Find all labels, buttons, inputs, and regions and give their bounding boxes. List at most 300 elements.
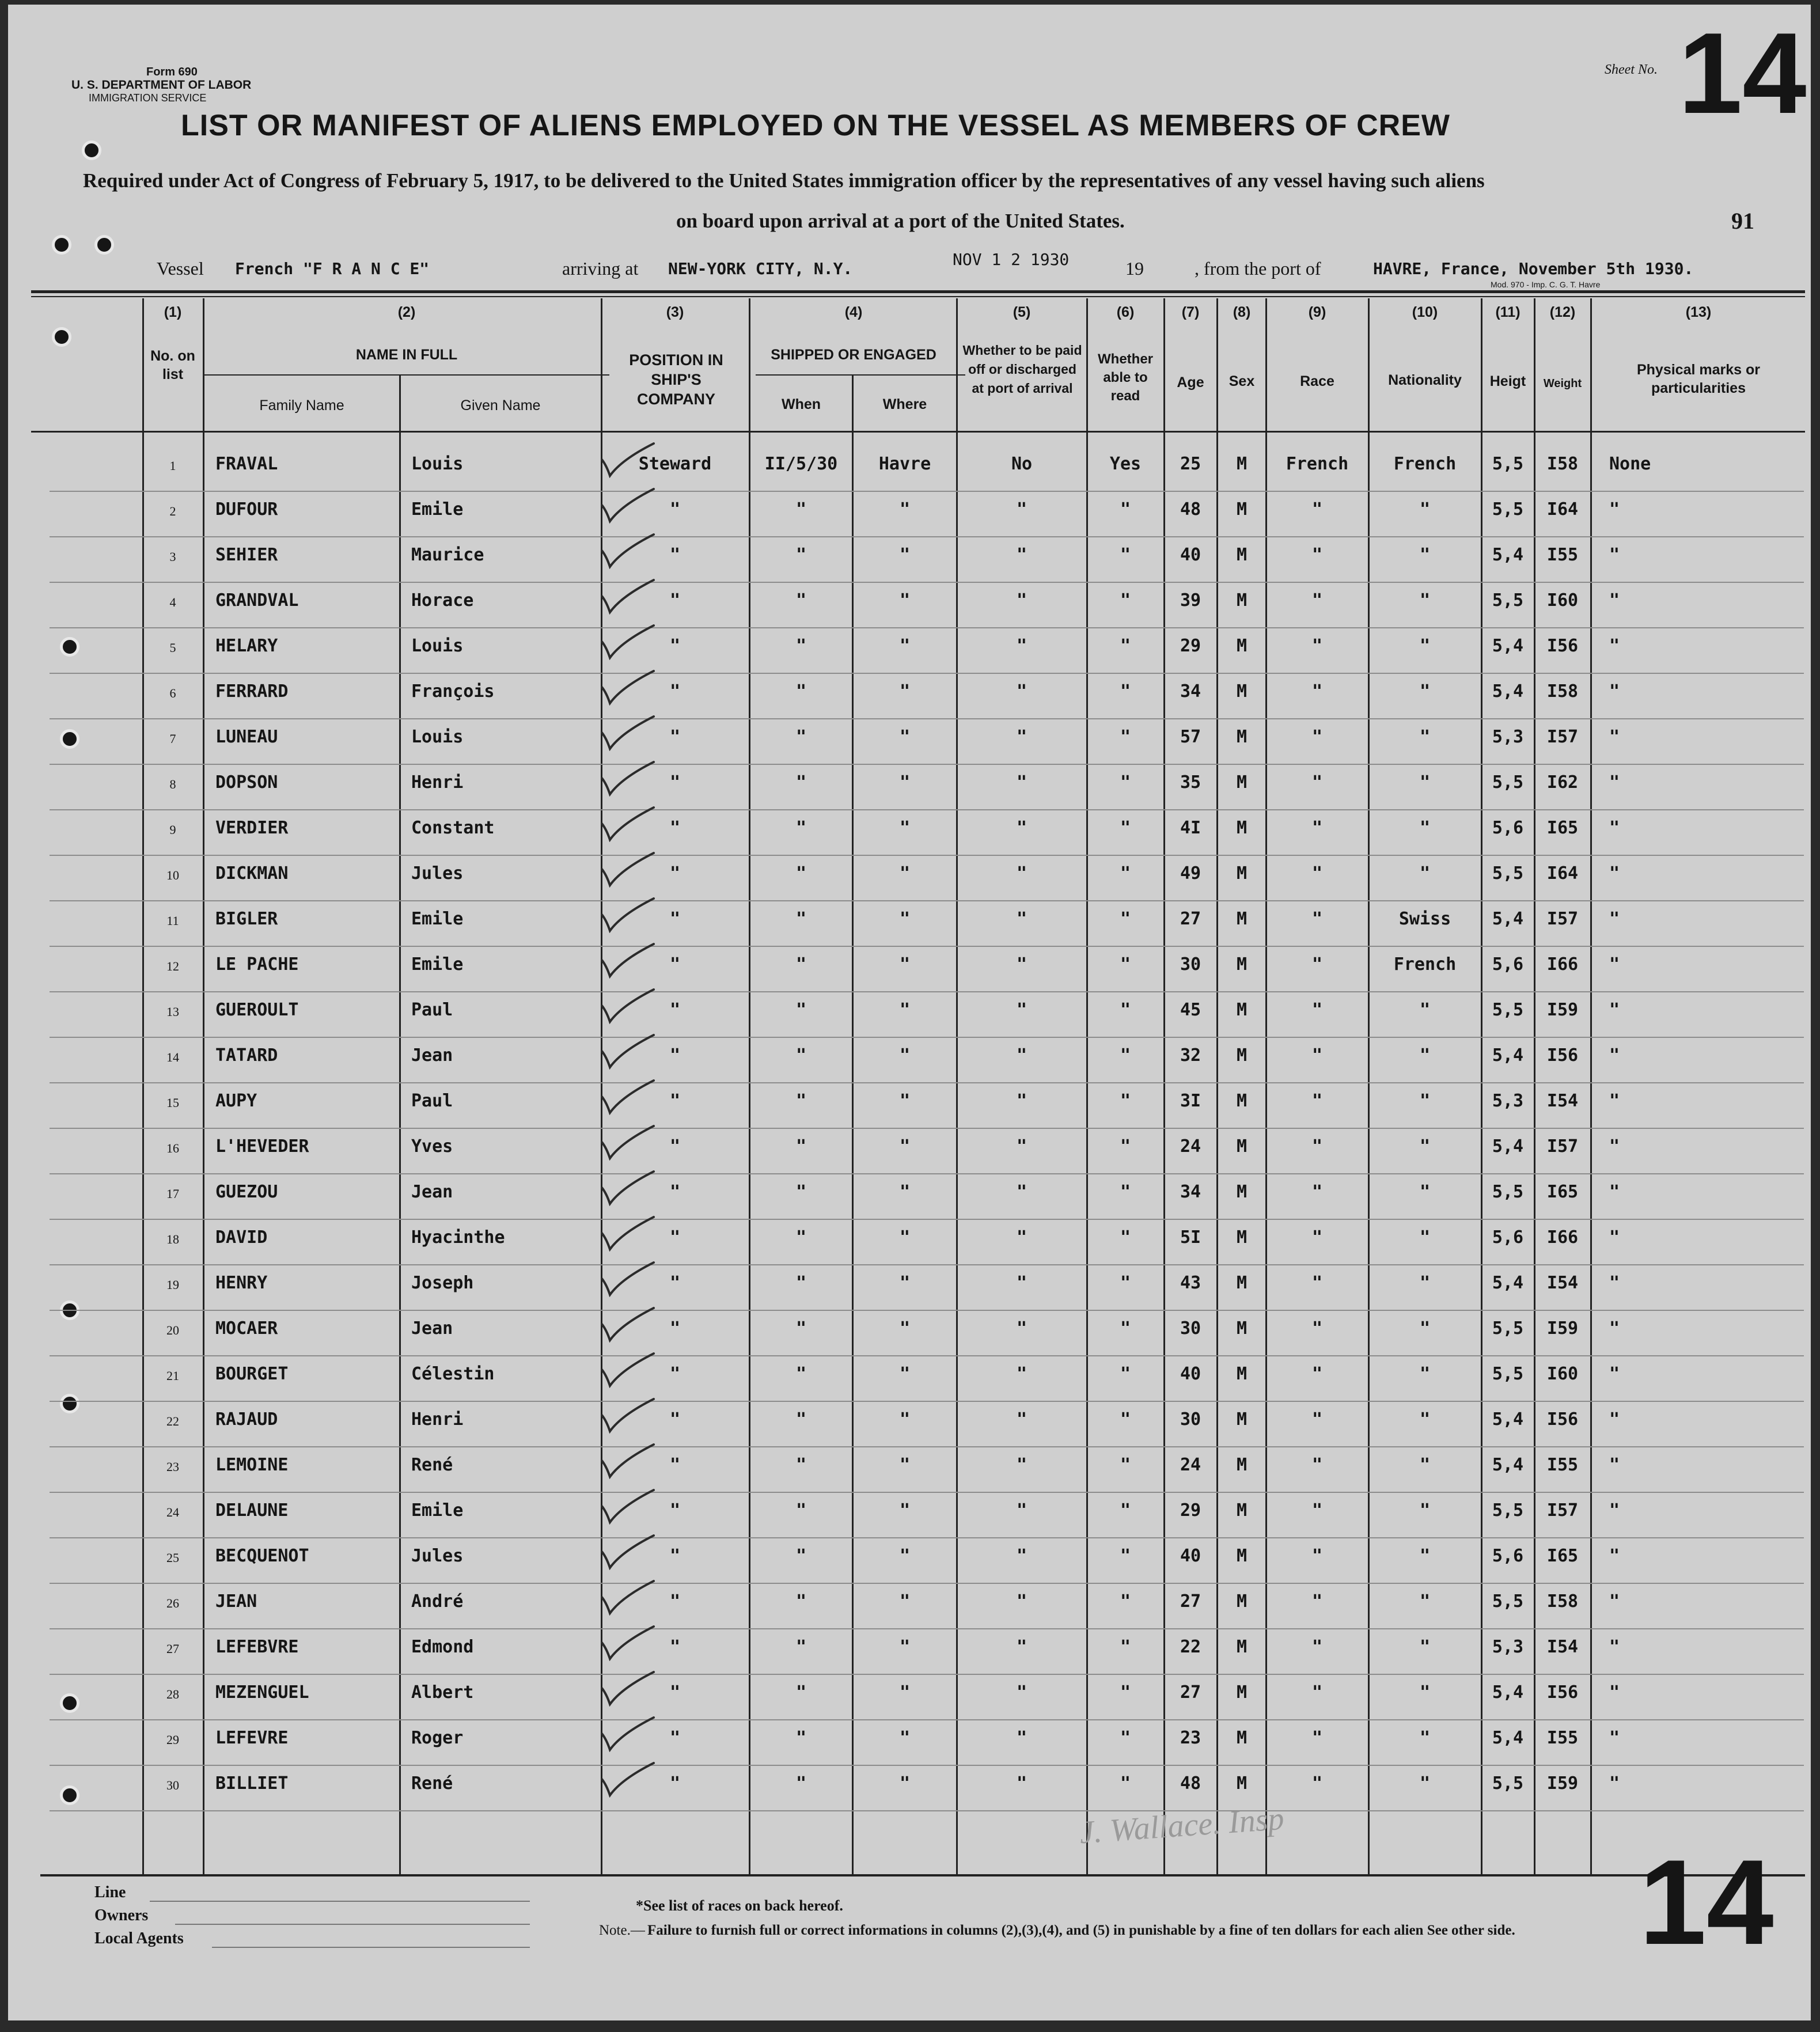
shipped-where-cell: " bbox=[899, 1409, 911, 1430]
row-rule bbox=[50, 1674, 1804, 1675]
race-cell: " bbox=[1311, 1318, 1323, 1339]
check-mark-icon bbox=[598, 1261, 656, 1297]
row-rule bbox=[50, 1310, 1804, 1311]
weight-cell: I65 bbox=[1546, 1182, 1579, 1202]
position-cell: " bbox=[669, 772, 681, 793]
col4-header: SHIPPED OR ENGAGED bbox=[771, 347, 936, 363]
shipped-where-cell: " bbox=[899, 1364, 911, 1384]
family-name-cell: HELARY bbox=[215, 636, 278, 656]
footer-agents-blank bbox=[212, 1947, 530, 1948]
shipped-where-cell: " bbox=[899, 499, 911, 520]
nationality-cell: " bbox=[1419, 1773, 1431, 1794]
col10-number: (10) bbox=[1412, 304, 1438, 320]
given-name-cell: Constant bbox=[411, 818, 495, 838]
physical-marks-cell: " bbox=[1609, 1045, 1620, 1066]
shipped-when-cell: " bbox=[795, 1364, 807, 1384]
family-name-cell: LEMOINE bbox=[215, 1455, 289, 1475]
nationality-cell: " bbox=[1419, 499, 1431, 520]
family-name-cell: GUEZOU bbox=[215, 1182, 278, 1202]
given-name-cell: Emile bbox=[411, 909, 464, 929]
shipped-where-cell: " bbox=[899, 1182, 911, 1202]
position-cell: " bbox=[669, 681, 681, 702]
check-mark-icon bbox=[598, 761, 656, 797]
race-cell: " bbox=[1311, 1682, 1323, 1703]
weight-cell: I57 bbox=[1546, 1136, 1579, 1157]
check-mark-icon bbox=[598, 806, 656, 842]
nationality-cell: " bbox=[1419, 1409, 1431, 1430]
shipped-when-cell: " bbox=[795, 1091, 807, 1111]
family-name-cell: TATARD bbox=[215, 1045, 278, 1066]
physical-marks-cell: " bbox=[1609, 1273, 1620, 1293]
height-cell: 5,5 bbox=[1492, 499, 1524, 520]
punch-hole bbox=[60, 1693, 79, 1713]
age-cell: 25 bbox=[1180, 454, 1201, 474]
given-name-cell: Paul bbox=[411, 1000, 453, 1020]
row-number-cell: 1 bbox=[169, 458, 176, 473]
shipped-where-cell: " bbox=[899, 1136, 911, 1157]
col2-header: NAME IN FULL bbox=[355, 347, 458, 363]
weight-cell: I64 bbox=[1546, 863, 1579, 884]
family-name-cell: L'HEVEDER bbox=[215, 1136, 309, 1157]
weight-cell: I60 bbox=[1546, 1364, 1579, 1384]
row-number-cell: 30 bbox=[166, 1778, 179, 1792]
shipped-where-cell: " bbox=[899, 1091, 911, 1111]
physical-marks-cell: " bbox=[1609, 1136, 1620, 1157]
from-label: , from the port of bbox=[1195, 258, 1321, 279]
check-mark-icon bbox=[598, 1489, 656, 1525]
stamp-date: NOV 1 2 1930 bbox=[953, 250, 1070, 269]
shipped-where-cell: " bbox=[899, 1773, 911, 1794]
height-cell: 5,6 bbox=[1492, 818, 1524, 838]
row-number-cell: 9 bbox=[169, 822, 176, 837]
race-cell: " bbox=[1311, 1000, 1323, 1020]
table-top-rule-2 bbox=[31, 296, 1805, 297]
sex-cell: M bbox=[1236, 1637, 1248, 1657]
sheet-label: Sheet No. bbox=[1605, 62, 1658, 77]
punch-hole bbox=[60, 729, 79, 749]
shipped-when-cell: " bbox=[795, 1273, 807, 1293]
check-mark-icon bbox=[598, 943, 656, 979]
weight-cell: I56 bbox=[1546, 1682, 1579, 1703]
height-cell: 5,4 bbox=[1492, 1136, 1524, 1157]
family-name-cell: LEFEBVRE bbox=[215, 1637, 299, 1657]
nationality-cell: " bbox=[1419, 1455, 1431, 1475]
row-number-cell: 22 bbox=[166, 1414, 179, 1428]
age-cell: 48 bbox=[1180, 1773, 1201, 1794]
height-cell: 5,3 bbox=[1492, 1637, 1524, 1657]
physical-marks-cell: " bbox=[1609, 1591, 1620, 1612]
col6-number: (6) bbox=[1116, 304, 1135, 320]
position-cell: " bbox=[669, 1500, 681, 1521]
col8-header: Sex bbox=[1228, 373, 1255, 389]
check-mark-icon bbox=[598, 1716, 656, 1752]
weight-cell: I54 bbox=[1546, 1091, 1579, 1111]
height-cell: 5,5 bbox=[1492, 1591, 1524, 1612]
given-name-cell: André bbox=[411, 1591, 464, 1612]
age-cell: 34 bbox=[1180, 1182, 1201, 1202]
family-name-cell: BOURGET bbox=[215, 1364, 289, 1384]
shipped-when-cell: " bbox=[795, 545, 807, 565]
shipped-when-cell: II/5/30 bbox=[764, 454, 838, 474]
punch-hole bbox=[52, 235, 71, 255]
sex-cell: M bbox=[1236, 1045, 1248, 1066]
fine-note: Failure to furnish full or correct informations in columns (2),(3),(4), and (5) in punishable by a fine of ten dollars for each alien See other side. bbox=[647, 1923, 1515, 1938]
race-cell: " bbox=[1311, 772, 1323, 793]
given-name-cell: Louis bbox=[411, 636, 464, 656]
physical-marks-cell: " bbox=[1609, 863, 1620, 884]
age-cell: 30 bbox=[1180, 1409, 1201, 1430]
row-number-cell: 5 bbox=[169, 640, 176, 655]
col-line bbox=[203, 298, 204, 1874]
col2-number: (2) bbox=[397, 304, 416, 320]
col9-number: (9) bbox=[1308, 304, 1326, 320]
row-rule bbox=[50, 991, 1804, 992]
given-name-cell: Roger bbox=[411, 1728, 464, 1748]
paid-off-cell: " bbox=[1016, 1728, 1027, 1748]
weight-cell: I55 bbox=[1546, 1455, 1579, 1475]
position-cell: " bbox=[669, 499, 681, 520]
height-cell: 5,4 bbox=[1492, 1682, 1524, 1703]
physical-marks-cell: " bbox=[1609, 681, 1620, 702]
able-to-read-cell: " bbox=[1120, 1591, 1131, 1612]
paid-off-cell: " bbox=[1016, 1500, 1027, 1521]
sex-cell: M bbox=[1236, 1000, 1248, 1020]
paid-off-cell: No bbox=[1011, 454, 1033, 474]
shipped-where-cell: " bbox=[899, 818, 911, 838]
age-cell: 34 bbox=[1180, 681, 1201, 702]
sex-cell: M bbox=[1236, 1500, 1248, 1521]
able-to-read-cell: " bbox=[1120, 818, 1131, 838]
able-to-read-cell: " bbox=[1120, 1091, 1131, 1111]
row-number-cell: 15 bbox=[166, 1095, 179, 1110]
shipped-where-cell: " bbox=[899, 636, 911, 656]
race-cell: " bbox=[1311, 499, 1323, 520]
check-mark-icon bbox=[598, 1671, 656, 1707]
given-name-cell: Jean bbox=[411, 1318, 453, 1339]
check-mark-icon bbox=[598, 988, 656, 1024]
able-to-read-cell: " bbox=[1120, 499, 1131, 520]
weight-cell: I59 bbox=[1546, 1773, 1579, 1794]
col5-header: Whether to be paid off or discharged at port of arrival bbox=[962, 343, 1082, 396]
check-mark-icon bbox=[598, 579, 656, 615]
weight-cell: I57 bbox=[1546, 909, 1579, 929]
shipped-when-cell: " bbox=[795, 909, 807, 929]
shipped-where-cell: " bbox=[899, 1682, 911, 1703]
shipped-where-cell: " bbox=[899, 1546, 911, 1566]
weight-cell: I59 bbox=[1546, 1000, 1579, 1020]
row-rule bbox=[50, 1173, 1804, 1174]
paid-off-cell: " bbox=[1016, 727, 1027, 747]
physical-marks-cell: " bbox=[1609, 818, 1620, 838]
shipped-when-cell: " bbox=[795, 1318, 807, 1339]
sex-cell: M bbox=[1236, 590, 1248, 611]
col12-header: Weight bbox=[1543, 377, 1582, 390]
weight-cell: I66 bbox=[1546, 1227, 1579, 1248]
age-cell: 29 bbox=[1180, 636, 1201, 656]
shipped-where-cell: " bbox=[899, 1500, 911, 1521]
position-cell: " bbox=[669, 818, 681, 838]
punch-hole bbox=[60, 637, 79, 657]
weight-cell: I65 bbox=[1546, 1546, 1579, 1566]
weight-cell: I58 bbox=[1546, 1591, 1579, 1612]
given-name-cell: Yves bbox=[411, 1136, 453, 1157]
nationality-cell: " bbox=[1419, 1546, 1431, 1566]
paid-off-cell: " bbox=[1016, 1637, 1027, 1657]
paid-off-cell: " bbox=[1016, 590, 1027, 611]
age-cell: 40 bbox=[1180, 545, 1201, 565]
nationality-cell: " bbox=[1419, 545, 1431, 565]
physical-marks-cell: " bbox=[1609, 954, 1620, 975]
paid-off-cell: " bbox=[1016, 909, 1027, 929]
col1-header: No. on list bbox=[150, 348, 195, 382]
sex-cell: M bbox=[1236, 1773, 1248, 1794]
sex-cell: M bbox=[1236, 1728, 1248, 1748]
shipped-when-cell: " bbox=[795, 1409, 807, 1430]
physical-marks-cell: " bbox=[1609, 1546, 1620, 1566]
shipped-when-cell: " bbox=[795, 1500, 807, 1521]
paid-off-cell: " bbox=[1016, 1273, 1027, 1293]
position-cell: " bbox=[669, 863, 681, 884]
weight-cell: I59 bbox=[1546, 1318, 1579, 1339]
shipped-where-cell: " bbox=[899, 1318, 911, 1339]
row-rule bbox=[50, 582, 1804, 583]
nationality-cell: " bbox=[1419, 1728, 1431, 1748]
year-label: 19 bbox=[1125, 258, 1144, 279]
age-cell: 5I bbox=[1180, 1227, 1201, 1248]
row-number-cell: 4 bbox=[169, 595, 176, 609]
sheet-number: 14 bbox=[1678, 9, 1807, 138]
col2-family-header: Family Name bbox=[259, 397, 344, 414]
race-cell: " bbox=[1311, 1045, 1323, 1066]
able-to-read-cell: " bbox=[1120, 545, 1131, 565]
shipped-where-cell: " bbox=[899, 1227, 911, 1248]
paid-off-cell: " bbox=[1016, 1045, 1027, 1066]
paid-off-cell: " bbox=[1016, 1773, 1027, 1794]
given-name-cell: Jules bbox=[411, 1546, 464, 1566]
col5-number: (5) bbox=[1013, 304, 1031, 320]
shipped-when-cell: " bbox=[795, 1728, 807, 1748]
family-name-cell: LEFEVRE bbox=[215, 1728, 289, 1748]
row-number-cell: 7 bbox=[169, 731, 176, 746]
shipped-where-cell: " bbox=[899, 909, 911, 929]
age-cell: 57 bbox=[1180, 727, 1201, 747]
arriving-port: NEW-YORK CITY, N.Y. bbox=[668, 259, 853, 278]
given-name-cell: Maurice bbox=[411, 545, 484, 565]
row-number-cell: 2 bbox=[169, 504, 176, 518]
race-cell: " bbox=[1311, 1409, 1323, 1430]
subtitle-line1: Required under Act of Congress of February 5, 1917, to be delivered to the United States immigration officer by the representatives of any vessel having such aliens bbox=[83, 169, 1485, 192]
able-to-read-cell: " bbox=[1120, 681, 1131, 702]
race-cell: " bbox=[1311, 636, 1323, 656]
sex-cell: M bbox=[1236, 909, 1248, 929]
height-cell: 5,5 bbox=[1492, 1500, 1524, 1521]
weight-cell: I66 bbox=[1546, 954, 1579, 975]
height-cell: 5,6 bbox=[1492, 954, 1524, 975]
position-cell: " bbox=[669, 1182, 681, 1202]
nationality-cell: " bbox=[1419, 1136, 1431, 1157]
given-name-cell: Joseph bbox=[411, 1273, 474, 1293]
row-rule bbox=[50, 1446, 1804, 1447]
check-mark-icon bbox=[598, 1352, 656, 1388]
col4-where-header: Where bbox=[882, 396, 927, 412]
sex-cell: M bbox=[1236, 1455, 1248, 1475]
weight-cell: I57 bbox=[1546, 727, 1579, 747]
family-name-cell: BECQUENOT bbox=[215, 1546, 309, 1566]
nationality-cell: " bbox=[1419, 1637, 1431, 1657]
col9-header: Race bbox=[1300, 373, 1334, 389]
sex-cell: M bbox=[1236, 772, 1248, 793]
paid-off-cell: " bbox=[1016, 681, 1027, 702]
race-cell: " bbox=[1311, 1591, 1323, 1612]
shipped-when-cell: " bbox=[795, 727, 807, 747]
inspector-signature: J. Wallace. Insp bbox=[1078, 1800, 1286, 1851]
age-cell: 49 bbox=[1180, 863, 1201, 884]
shipped-where-cell: " bbox=[899, 1637, 911, 1657]
race-cell: French bbox=[1286, 454, 1349, 474]
check-mark-icon bbox=[598, 852, 656, 888]
physical-marks-cell: " bbox=[1609, 1409, 1620, 1430]
footer-owners-label: Owners bbox=[94, 1906, 149, 1924]
height-cell: 5,5 bbox=[1492, 1318, 1524, 1339]
weight-cell: I54 bbox=[1546, 1273, 1579, 1293]
able-to-read-cell: " bbox=[1120, 1045, 1131, 1066]
able-to-read-cell: " bbox=[1120, 1546, 1131, 1566]
nationality-cell: " bbox=[1419, 818, 1431, 838]
able-to-read-cell: " bbox=[1120, 1364, 1131, 1384]
row-number-cell: 10 bbox=[166, 868, 179, 882]
physical-marks-cell: " bbox=[1609, 1000, 1620, 1020]
physical-marks-cell: " bbox=[1609, 1637, 1620, 1657]
given-name-cell: Louis bbox=[411, 727, 464, 747]
nationality-cell: " bbox=[1419, 1682, 1431, 1703]
able-to-read-cell: " bbox=[1120, 1136, 1131, 1157]
row-number-cell: 12 bbox=[166, 959, 179, 973]
age-cell: 40 bbox=[1180, 1546, 1201, 1566]
physical-marks-cell: " bbox=[1609, 1227, 1620, 1248]
shipped-where-cell: " bbox=[899, 1000, 911, 1020]
sex-cell: M bbox=[1236, 727, 1248, 747]
position-cell: " bbox=[669, 1091, 681, 1111]
check-mark-icon bbox=[598, 670, 656, 706]
weight-cell: I54 bbox=[1546, 1637, 1579, 1657]
col7-header: Age bbox=[1177, 374, 1204, 391]
age-cell: 27 bbox=[1180, 909, 1201, 929]
punch-hole bbox=[82, 141, 101, 160]
age-cell: 30 bbox=[1180, 954, 1201, 975]
check-mark-icon bbox=[598, 1034, 656, 1070]
age-cell: 3I bbox=[1180, 1091, 1201, 1111]
manifest-sheet bbox=[8, 5, 1811, 2020]
given-name-cell: Jean bbox=[411, 1182, 453, 1202]
able-to-read-cell: " bbox=[1120, 636, 1131, 656]
sex-cell: M bbox=[1236, 545, 1248, 565]
col-line bbox=[1086, 298, 1088, 1874]
check-mark-icon bbox=[598, 1625, 656, 1661]
row-number-cell: 27 bbox=[166, 1641, 179, 1656]
race-cell: " bbox=[1311, 954, 1323, 975]
shipped-where-cell: " bbox=[899, 772, 911, 793]
row-number-cell: 25 bbox=[166, 1550, 179, 1565]
given-name-cell: Emile bbox=[411, 499, 464, 520]
family-name-cell: DICKMAN bbox=[215, 863, 289, 884]
weight-cell: I58 bbox=[1546, 454, 1579, 474]
col-line bbox=[399, 376, 401, 1874]
row-number-cell: 3 bbox=[169, 549, 176, 564]
department-name: U. S. DEPARTMENT OF LABOR bbox=[71, 78, 252, 92]
row-rule bbox=[50, 627, 1804, 628]
sex-cell: M bbox=[1236, 1273, 1248, 1293]
race-cell: " bbox=[1311, 1091, 1323, 1111]
row-rule bbox=[50, 1082, 1804, 1083]
weight-cell: I56 bbox=[1546, 636, 1579, 656]
family-name-cell: BIGLER bbox=[215, 909, 278, 929]
row-rule bbox=[50, 1537, 1804, 1538]
nationality-cell: " bbox=[1419, 636, 1431, 656]
shipped-when-cell: " bbox=[795, 1455, 807, 1475]
row-rule bbox=[50, 1264, 1804, 1265]
age-cell: 48 bbox=[1180, 499, 1201, 520]
able-to-read-cell: " bbox=[1120, 1637, 1131, 1657]
col11-header: Heigt bbox=[1489, 373, 1526, 389]
race-cell: " bbox=[1311, 1182, 1323, 1202]
shipped-when-cell: " bbox=[795, 681, 807, 702]
able-to-read-cell: " bbox=[1120, 1773, 1131, 1794]
height-cell: 5,3 bbox=[1492, 727, 1524, 747]
row-number-cell: 26 bbox=[166, 1596, 179, 1610]
race-cell: " bbox=[1311, 1500, 1323, 1521]
able-to-read-cell: " bbox=[1120, 1273, 1131, 1293]
col-line bbox=[749, 298, 750, 1874]
position-cell: " bbox=[669, 1773, 681, 1794]
age-cell: 45 bbox=[1180, 1000, 1201, 1020]
given-name-cell: Horace bbox=[411, 590, 474, 611]
able-to-read-cell: " bbox=[1120, 1455, 1131, 1475]
physical-marks-cell: " bbox=[1609, 772, 1620, 793]
able-to-read-cell: " bbox=[1120, 772, 1131, 793]
height-cell: 5,6 bbox=[1492, 1227, 1524, 1248]
sheet-number-bottom: 14 bbox=[1639, 1834, 1774, 1970]
col8-number: (8) bbox=[1233, 304, 1251, 320]
row-rule bbox=[50, 809, 1804, 810]
punch-hole bbox=[60, 1394, 79, 1413]
col1-number: (1) bbox=[164, 304, 182, 320]
race-cell: " bbox=[1311, 1455, 1323, 1475]
row-rule bbox=[50, 1719, 1804, 1720]
punch-hole bbox=[52, 327, 71, 347]
form-number: Form 690 bbox=[146, 66, 198, 78]
physical-marks-cell: " bbox=[1609, 636, 1620, 656]
able-to-read-cell: " bbox=[1120, 954, 1131, 975]
position-cell: " bbox=[669, 636, 681, 656]
check-mark-icon bbox=[598, 442, 656, 478]
footer-line-blank bbox=[150, 1901, 530, 1902]
family-name-cell: BILLIET bbox=[215, 1773, 289, 1794]
paid-off-cell: " bbox=[1016, 1455, 1027, 1475]
paid-off-cell: " bbox=[1016, 1182, 1027, 1202]
shipped-when-cell: " bbox=[795, 1682, 807, 1703]
row-number-cell: 19 bbox=[166, 1277, 179, 1292]
position-cell: " bbox=[669, 1728, 681, 1748]
row-rule bbox=[50, 946, 1804, 947]
position-cell: " bbox=[669, 1455, 681, 1475]
col6-header: Whether able to read bbox=[1098, 351, 1153, 404]
row-rule bbox=[50, 1492, 1804, 1493]
given-name-cell: François bbox=[411, 681, 495, 702]
service-name: IMMIGRATION SERVICE bbox=[89, 92, 207, 104]
age-cell: 29 bbox=[1180, 1500, 1201, 1521]
position-cell: " bbox=[669, 1000, 681, 1020]
check-mark-icon bbox=[598, 1125, 656, 1161]
